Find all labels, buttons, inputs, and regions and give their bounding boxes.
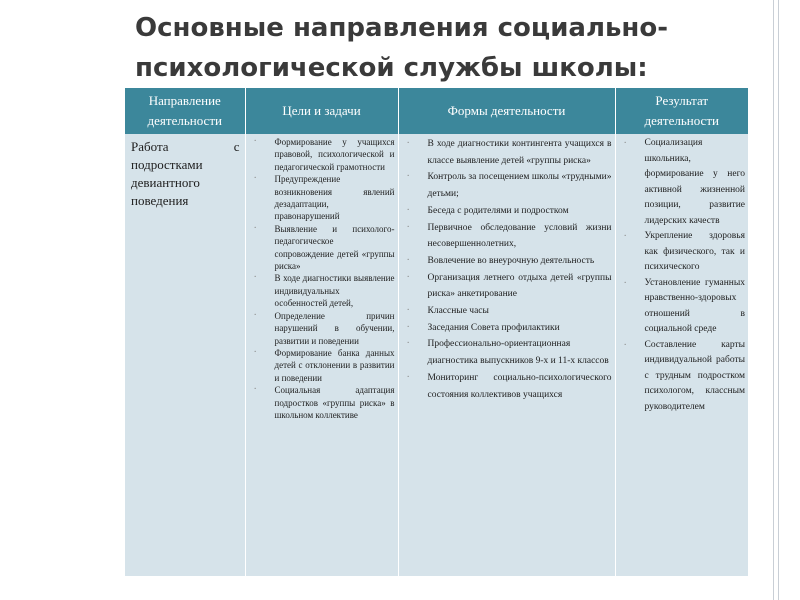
page-title [135,8,735,88]
title-line-2: психологической службы школы: [135,53,648,83]
goal-item: · Формирование банка данных детей с отклонении в развитии и поведении [249,347,395,384]
results-list [619,136,746,415]
result-item: · Установление гуманных нравственно-здоровых отношений в социальной среде [619,276,746,338]
form-item: · Контроль за посещением школы «трудными» детьми; [402,169,612,202]
result-item: · Социализация школьника, формирование у него активной жизненной позиции, развитие лидерских качеств [619,136,746,229]
form-item: · Мониторинг социально-психологического состояния коллективов учащихся [402,370,612,403]
form-item: · Профессионально-ориентационная диагностика выпускников 9-х и 11-х классов [402,336,612,369]
activity-table [125,88,748,576]
header-forms: Формы деятельности [398,88,615,134]
header-results: Результат деятельности [615,88,748,134]
form-item: · Классные часы [402,303,612,320]
goal-item: · В ходе диагностики выявление индивидуальных особенностей детей, [249,272,395,309]
direction-cell: Работа с подростками девиантного поведения [125,134,245,576]
form-item: · В ходе диагностики контингента учащихся в классе выявление детей «группы риска» [402,136,612,169]
goals-list [249,136,395,421]
goal-item: · Формирование у учащихся правовой, психологической и педагогической грамотности [249,136,395,173]
table-row [125,134,748,576]
goals-cell [245,134,398,576]
form-item: · Заседания Совета профилактики [402,320,612,337]
form-item: · Вовлечение во внеурочную деятельность [402,253,612,270]
result-item: · Составление карты индивидуальной работы с трудным подростком психологом, классным руководителем [619,338,746,416]
table-header-row [125,88,748,134]
forms-cell [398,134,615,576]
form-item: · Первичное обследование условий жизни несовершеннолетних, [402,220,612,253]
goal-item: · Определение причин нарушений в обучении, развитии и поведении [249,310,395,347]
header-direction: Направление деятельности [125,88,245,134]
goal-item: · Социальная адаптация подростков «группы риска» в школьном коллективе [249,384,395,421]
form-item: · Организация летнего отдыха детей «группы риска» анкетирование [402,270,612,303]
header-goals: Цели и задачи [245,88,398,134]
goal-item: · Выявление и психолого-педагогическое сопровождение детей «группы риска» [249,223,395,273]
goal-item: · Предупреждение возникновения явлений дезадаптации, правонарушений [249,173,395,223]
results-cell [615,134,748,576]
result-item: · Укрепление здоровья как физического, так и психического [619,229,746,276]
decorative-lines [773,0,779,600]
forms-list [402,136,612,403]
title-line-1: Основные направления социально- [135,13,669,43]
form-item: · Беседа с родителями и подростком [402,203,612,220]
